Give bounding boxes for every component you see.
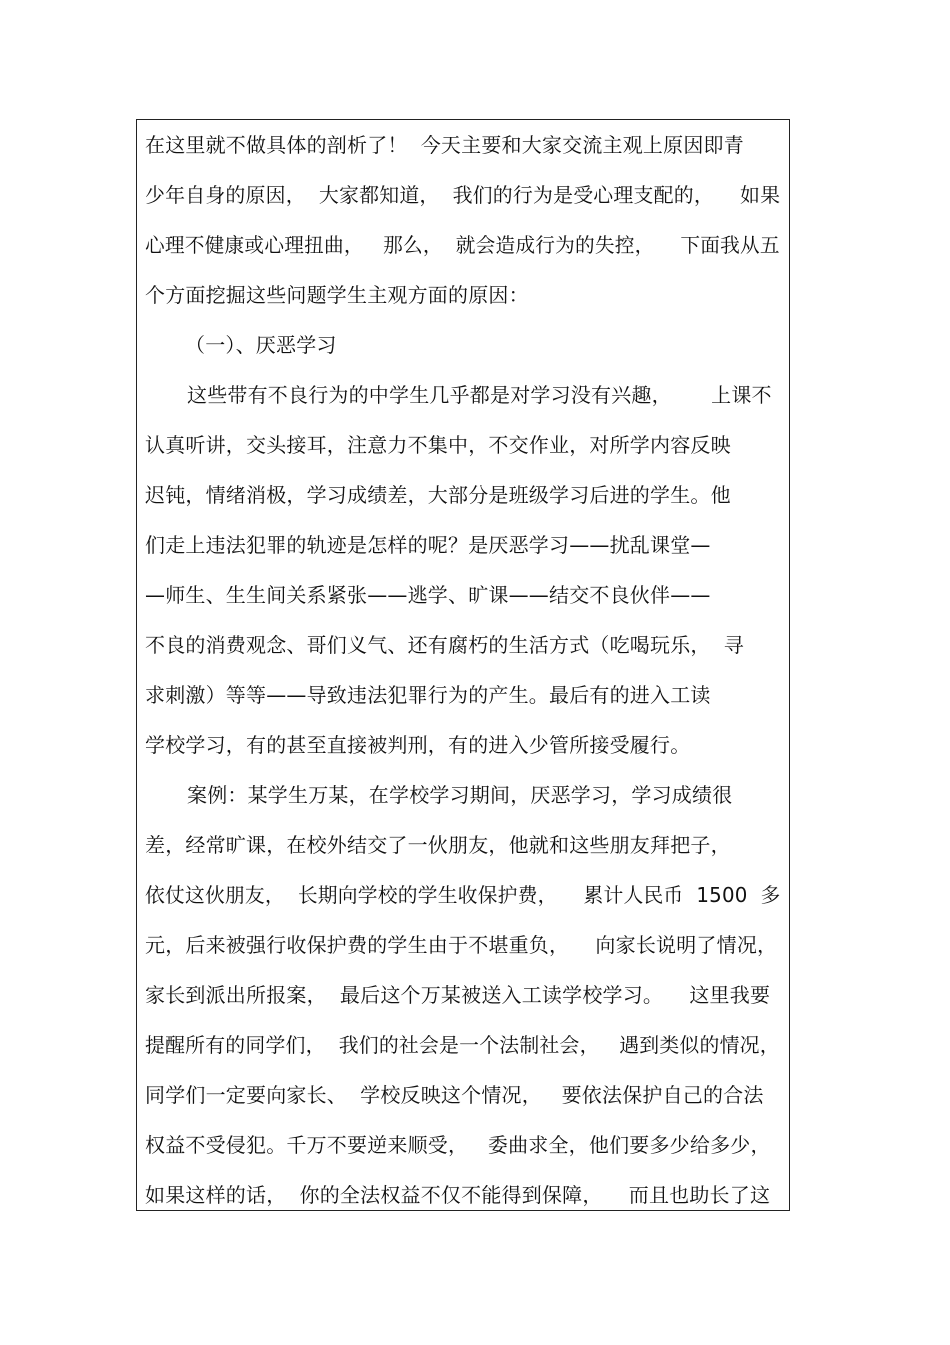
text-line-11: 不良的消费观念、哥们义气、还有腐朽的生活方式（吃喝玩乐， 寻 [145,633,744,657]
text-line-18: 家长到派出所报案， 最后这个万某被送入工读学校学习。 这里我要 [145,983,771,1007]
text-line-16: 依仗这伙朋友， 长期向学校的学生收保护费， 累计人民币 1500 多 [145,883,781,907]
text-line-3: 心理不健康或心理扭曲， 那么， 就会造成行为的失控， 下面我从五 [145,233,780,257]
text-line-9: 们走上违法犯罪的轨迹是怎样的呢？是厌恶学习——扰乱课堂— [145,533,711,557]
text-line-19: 提醒所有的同学们， 我们的社会是一个法制社会， 遇到类似的情况， [145,1033,780,1057]
text-line-22: 如果这样的话， 你的全法权益不仅不能得到保障， 而且也助长了这 [145,1183,771,1207]
text-line-6: 这些带有不良行为的中学生几乎都是对学习没有兴趣， 上课不 [187,383,772,407]
text-line-12: 求刺激）等等——导致违法犯罪行为的产生。最后有的进入工读 [145,683,711,707]
text-line-8: 迟钝，情绪消极，学习成绩差，大部分是班级学习后进的学生。他 [145,483,731,507]
text-line-2: 少年自身的原因， 大家都知道， 我们的行为是受心理支配的， 如果 [145,183,781,207]
text-line-15: 差，经常旷课，在校外结交了一伙朋友，他就和这些朋友拜把子， [145,833,731,857]
text-line-10: —师生、生生间关系紧张——逃学、旷课——结交不良伙伴—— [145,583,711,607]
text-line-14: 案例：某学生万某，在学校学习期间，厌恶学习，学习成绩很 [187,783,733,807]
text-line-13: 学校学习，有的甚至直接被判刑，有的进入少管所接受履行。 [145,733,691,757]
text-line-7: 认真听讲，交头接耳，注意力不集中，不交作业，对所学内容反映 [145,433,731,457]
section-heading: （一）、厌恶学习 [185,333,337,357]
text-line-1: 在这里就不做具体的剖析了！ 今天主要和大家交流主观上原因即青 [145,133,744,157]
text-line-20: 同学们一定要向家长、 学校反映这个情况， 要依法保护自己的合法 [145,1083,764,1107]
text-line-21: 权益不受侵犯。千万不要逆来顺受， 委曲求全，他们要多少给多少， [145,1133,771,1157]
text-line-4: 个方面挖掘这些问题学生主观方面的原因： [145,283,529,307]
text-line-17: 元，后来被强行收保护费的学生由于不堪重负， 向家长说明了情况， [145,933,778,957]
